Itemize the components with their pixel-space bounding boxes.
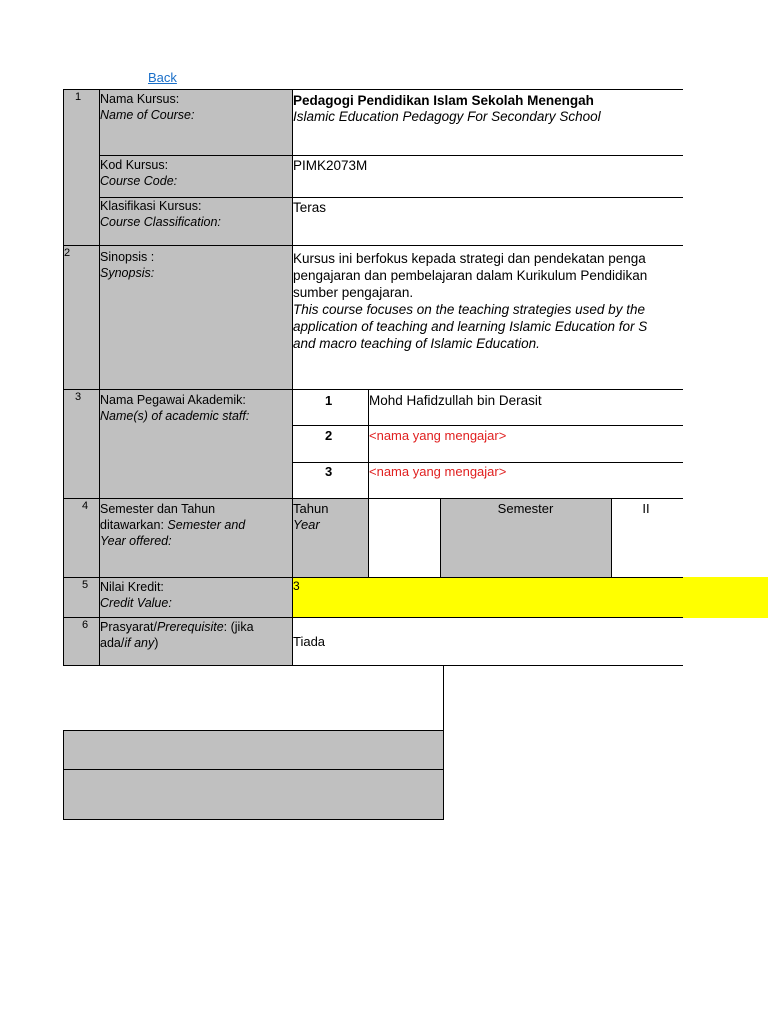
semester-label	[100, 501, 290, 549]
back-link[interactable]: Back	[148, 70, 177, 85]
staff-label-ms: Nama Pegawai Akademik:	[100, 393, 246, 407]
semester-label-line2-en: Semester and	[167, 518, 246, 532]
staff-name-2: <nama yang mengajar>	[369, 428, 507, 443]
course-classification-value: Teras	[293, 200, 327, 215]
year-header-ms: Tahun	[293, 501, 329, 516]
semester-label-line2	[100, 517, 290, 533]
synopsis-line-ms-3: sumber pengajaran.	[293, 285, 414, 300]
course-classification-label-en: Course Classification:	[100, 215, 221, 229]
credit-label	[100, 579, 290, 611]
prerequisite-label-part4: ada/	[100, 636, 125, 650]
staff-index-3: 3	[325, 464, 333, 479]
staff-label	[100, 392, 290, 424]
number-column-bg	[63, 89, 99, 665]
course-classification-label	[100, 198, 290, 230]
synopsis-line-en-1: This course focuses on the teaching strategies used by the	[293, 302, 645, 317]
staff-index-2: 2	[325, 428, 333, 443]
synopsis-line-ms-1: Kursus ini berfokus kepada strategi dan pendekatan penga	[293, 251, 646, 266]
semester-value: II	[642, 501, 650, 516]
staff-label-en: Name(s) of academic staff:	[100, 409, 250, 423]
course-code-value: PIMK2073M	[293, 158, 368, 173]
year-header	[293, 501, 367, 533]
course-code-label	[100, 157, 290, 189]
credit-value-highlight	[292, 577, 768, 618]
semester-label-line2-ms: ditawarkan:	[100, 518, 168, 532]
prerequisite-label-part2: Prerequisite	[156, 620, 224, 634]
synopsis-line-ms-2: pengajaran dan pembelajaran dalam Kurikulum Pendidikan	[293, 268, 648, 283]
staff-index-1: 1	[325, 393, 333, 408]
credit-value: 3	[293, 579, 300, 593]
staff-name-1: Mohd Hafidzullah bin Derasit	[369, 393, 542, 408]
prerequisite-label-part3: : (jika	[223, 620, 254, 634]
staff-name-3: <nama yang mengajar>	[369, 464, 507, 479]
course-code-label-ms: Kod Kursus:	[100, 158, 169, 172]
row-number-6: 6	[82, 619, 89, 631]
course-name-label-ms: Nama Kursus:	[100, 92, 180, 106]
synopsis-label	[100, 249, 290, 281]
synopsis-label-en: Synopsis:	[100, 266, 155, 280]
row-number-3: 3	[75, 391, 82, 403]
course-code-label-en: Course Code:	[100, 174, 178, 188]
synopsis-line-en-2: application of teaching and learning Islamic Education for S	[293, 319, 648, 334]
semester-label-line3: Year offered:	[100, 534, 172, 548]
footer-block-1	[63, 730, 443, 769]
course-classification-label-ms: Klasifikasi Kursus:	[100, 199, 202, 213]
synopsis-label-ms: Sinopsis :	[100, 250, 155, 264]
footer-block-2	[63, 769, 443, 820]
credit-label-en: Credit Value:	[100, 596, 172, 610]
prerequisite-label-part1: Prasyarat/	[100, 620, 157, 634]
prerequisite-value: Tiada	[293, 634, 326, 649]
row-number-1: 1	[75, 91, 82, 103]
semester-label-line1: Semester dan Tahun	[100, 502, 216, 516]
synopsis-text	[293, 250, 683, 352]
semester-header: Semester	[497, 501, 554, 516]
credit-label-ms: Nilai Kredit:	[100, 580, 164, 594]
synopsis-line-en-3: and macro teaching of Islamic Education.	[293, 336, 540, 351]
row-number-5: 5	[82, 579, 89, 591]
course-name-value	[293, 93, 683, 125]
prerequisite-label	[100, 619, 290, 651]
row-number-2: 2	[64, 247, 71, 259]
course-name-en: Islamic Education Pedagogy For Secondary School	[293, 109, 601, 124]
row-number-4: 4	[82, 500, 89, 512]
year-header-en: Year	[293, 517, 320, 532]
prerequisite-label-part5: if any	[124, 636, 155, 650]
course-name-label	[100, 91, 290, 123]
prerequisite-label-part6: )	[154, 636, 159, 650]
course-name-label-en: Name of Course:	[100, 108, 195, 122]
course-name-ms: Pedagogi Pendidikan Islam Sekolah Menengah	[293, 93, 594, 108]
